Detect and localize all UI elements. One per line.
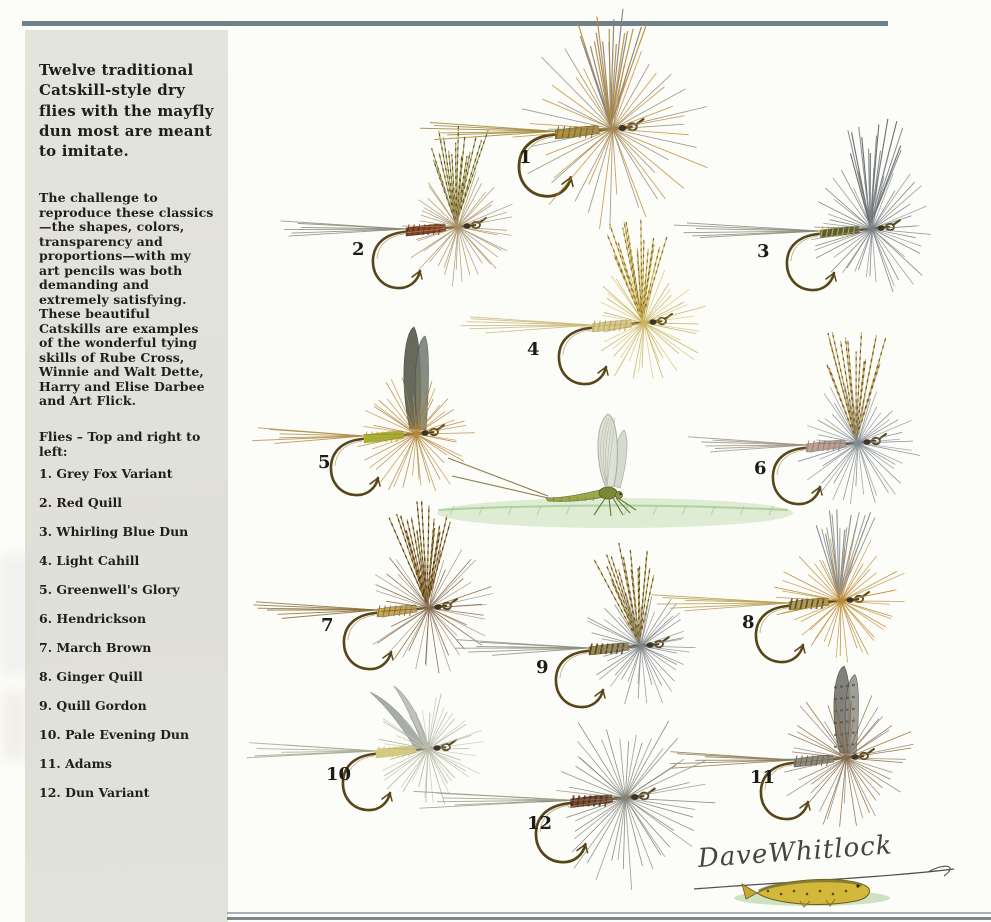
fly-illustration-12: [414, 721, 716, 890]
fly-number-label: 10: [326, 764, 352, 785]
fly-list-item: 6. Hendrickson: [39, 610, 147, 626]
fly-list-item: 1. Grey Fox Variant: [39, 465, 173, 481]
fly-illustration-5: [252, 327, 475, 495]
fly-number-label: 1: [519, 147, 532, 168]
fly-illustration-2: [280, 126, 512, 288]
fly-list-item: 2. Red Quill: [39, 494, 123, 510]
fly-number-label: 2: [352, 239, 365, 260]
fly-number-label: 9: [536, 657, 549, 678]
fly-number-label: 5: [318, 452, 331, 473]
fly-number-label: 3: [757, 241, 770, 262]
fly-list-header: Flies – Top and right to left:: [39, 428, 201, 459]
fly-list-item: 3. Whirling Blue Dun: [39, 523, 189, 539]
page-bottom-edge: [227, 917, 991, 920]
fly-list-item: 5. Greenwell's Glory: [39, 581, 180, 597]
fly-illustration-6: [688, 332, 920, 504]
fly-number-label: 6: [754, 458, 767, 479]
page-bottom-edge: [227, 912, 991, 914]
fly-illustration-9: [455, 543, 695, 707]
page-title: Twelve traditional Catskill-style dry flies with the mayfly dun most are meant to imitate.: [39, 61, 214, 160]
fly-number-label: 8: [742, 612, 755, 633]
fly-list-item: 10. Pale Evening Dun: [39, 726, 190, 742]
fly-illustration-10: [247, 686, 484, 810]
fly-list-item: 7. March Brown: [39, 639, 152, 655]
fly-number-label: 11: [750, 767, 776, 788]
mayfly-dun-illustration: [437, 414, 793, 528]
fly-illustration-1: [420, 9, 707, 229]
artist-signature: DaveWhitlock: [696, 830, 894, 874]
fly-illustration-4: [461, 219, 706, 384]
fly-list-item: 9. Quill Gordon: [39, 697, 147, 713]
fly-illustration-7: [254, 501, 493, 674]
fly-illustration-3: [674, 119, 931, 292]
fly-list-item: 8. Ginger Quill: [39, 668, 143, 684]
fly-number-label: 12: [527, 813, 553, 834]
fly-illustration-8: [651, 509, 904, 662]
fly-list-item: 4. Light Cahill: [39, 552, 140, 568]
intro-paragraph: The challenge to reproduce these classics—the shapes, colors, transparency and proportions—with my art pencils was both demanding and extremely satisfying. These beautiful Catskills are examples of the wonderful tying skills of Rube Cross, Winnie and Walt Dette, Harry and Elise Darbee and Art Flick.: [39, 190, 214, 409]
fly-list-item: 11. Adams: [39, 755, 112, 771]
fly-list-item: 12. Dun Variant: [39, 784, 150, 800]
signature-artwork: [694, 866, 954, 907]
fly-number-label: 4: [527, 339, 540, 360]
fly-number-label: 7: [321, 615, 334, 636]
